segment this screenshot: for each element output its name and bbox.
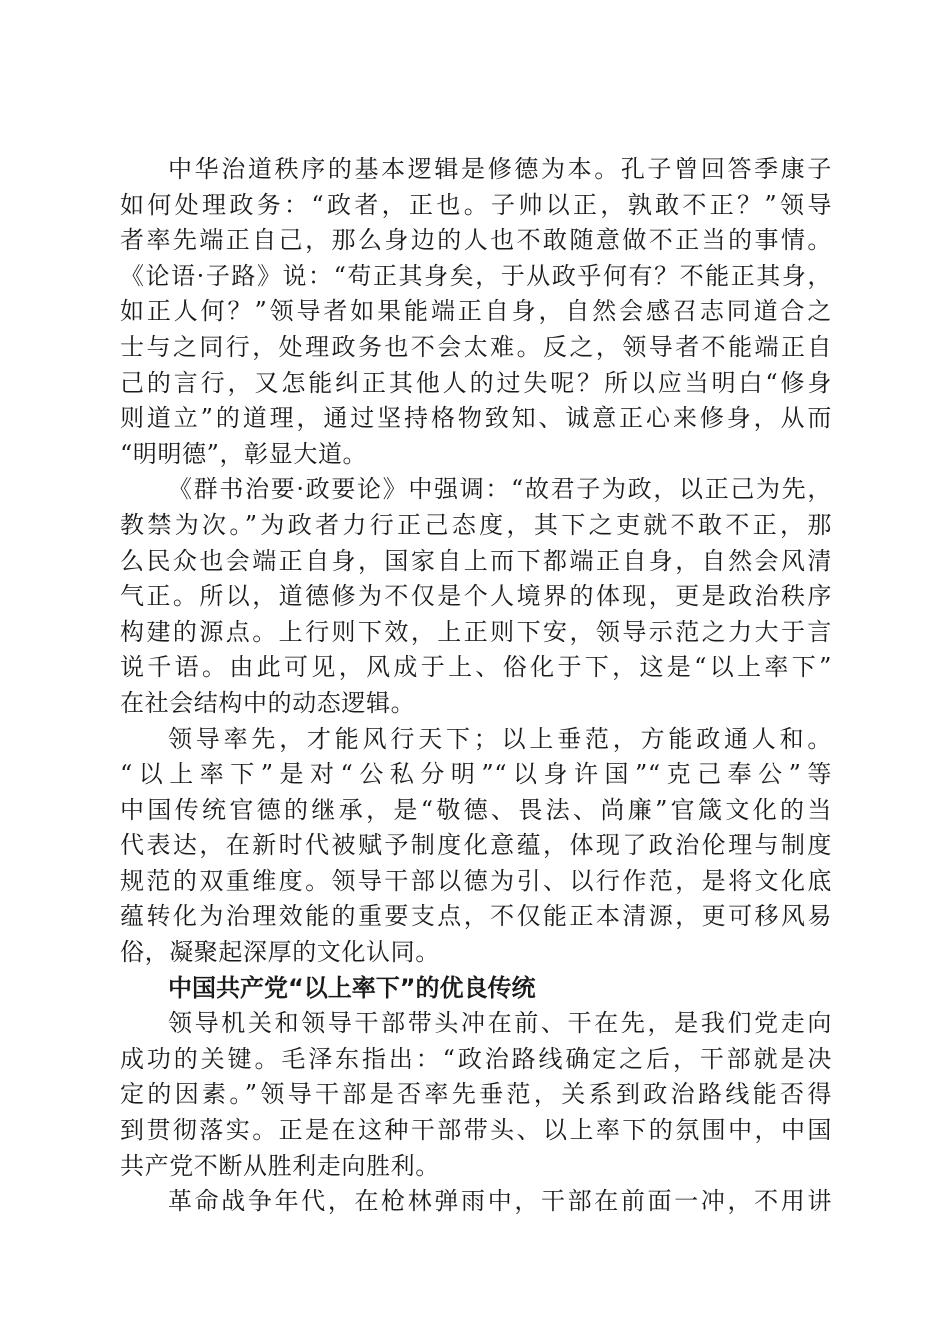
paragraph-line: 则道立”的道理，通过坚持格物致知、诚意正心来修身，从而: [120, 404, 832, 433]
paragraph-line: 蕴转化为治理效能的重要支点，不仅能正本清源，更可移风易: [120, 902, 832, 931]
paragraph-line: 说千语。由此可见，风成于上、俗化于下，这是“以上率下”: [120, 653, 832, 682]
paragraph-line: 领导机关和领导干部带头冲在前、干在先，是我们党走向: [168, 1009, 832, 1038]
paragraph-line: 如正人何？”领导者如果能端正自身，自然会感召志同道合之: [120, 297, 832, 326]
paragraph-line: 中国传统官德的继承，是“敬德、畏法、尚廉”官箴文化的当: [120, 795, 832, 824]
paragraph-line: 么民众也会端正自身，国家自上而下都端正自身，自然会风清: [120, 546, 832, 575]
paragraph-line: 气正。所以，道德修为不仅是个人境界的体现，更是政治秩序: [120, 582, 832, 611]
paragraph-line: 共产党不断从胜利走向胜利。: [120, 1151, 440, 1180]
paragraph-line: 教禁为次。”为政者力行正己态度，其下之吏就不敢不正，那: [120, 510, 832, 539]
paragraph-line: 士与之同行，处理政务也不会太难。反之，领导者不能端正自: [120, 332, 832, 361]
paragraph-line: 领导率先，才能风行天下；以上垂范，方能政通人和。: [168, 724, 832, 753]
document-body: [120, 152, 832, 1220]
paragraph-line: 成功的关键。毛泽东指出：“政治路线确定之后，干部就是决: [120, 1044, 832, 1073]
paragraph-line: 到贯彻落实。正是在这种干部带头、以上率下的氛围中，中国: [120, 1116, 832, 1145]
paragraph-line: 者率先端正自己，那么身边的人也不敢随意做不正当的事情。: [120, 226, 832, 255]
paragraph-line: 俗，凝聚起深厚的文化认同。: [120, 938, 440, 967]
paragraph-line: 在社会结构中的动态逻辑。: [120, 688, 416, 717]
paragraph-line: 《论语·子路》说：“苟正其身矣，于从政乎何有？不能正其身，: [120, 261, 832, 290]
paragraph-line: 《群书治要·政要论》中强调：“故君子为政，以正己为先，: [168, 475, 832, 504]
paragraph-line: 如何处理政务：“政者，正也。子帅以正，孰敢不正？”领导: [120, 190, 832, 219]
paragraph-line: 规范的双重维度。领导干部以德为引、以行作范，是将文化底: [120, 866, 832, 895]
paragraph-line: “以上率下”是对“公私分明”“以身许国”“克己奉公”等: [120, 760, 832, 789]
paragraph-line: 己的言行，又怎能纠正其他人的过失呢？所以应当明白“修身: [120, 368, 832, 397]
paragraph-line: 代表达，在新时代被赋予制度化意蕴，体现了政治伦理与制度: [120, 831, 832, 860]
paragraph-line: 定的因素。”领导干部是否率先垂范，关系到政治路线能否得: [120, 1080, 832, 1109]
paragraph-line: 中华治道秩序的基本逻辑是修德为本。孔子曾回答季康子: [168, 155, 832, 183]
paragraph-line: 革命战争年代，在枪林弹雨中，干部在前面一冲，不用讲: [168, 1187, 832, 1216]
paragraph-line: “明明德”，彰显大道。: [120, 439, 368, 468]
paragraph-line: 构建的源点。上行则下效，上正则下安，领导示范之力大于言: [120, 617, 832, 646]
section-heading: 中国共产党“以上率下”的优良传统: [168, 973, 536, 1002]
